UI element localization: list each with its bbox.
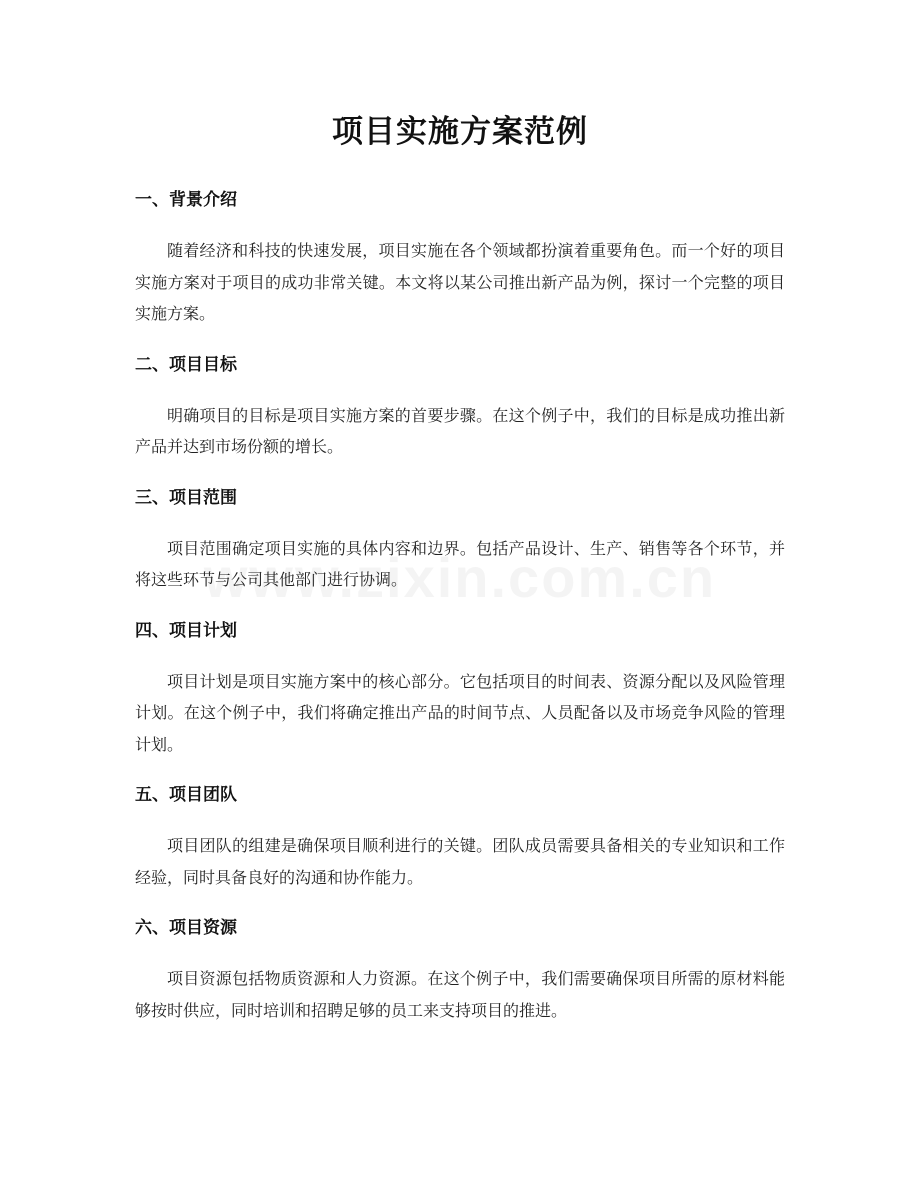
section-scope (135, 480, 785, 596)
section-paragraph: 项目资源包括物质资源和人力资源。在这个例子中，我们需要确保项目所需的原材料能够按时供应，同时培训和招聘足够的员工来支持项目的推进。 (135, 969, 785, 1020)
section-background (135, 182, 785, 330)
section-paragraph: 项目团队的组建是确保项目顺利进行的关键。团队成员需要具备相关的专业知识和工作经验，同时具备良好的沟通和协作能力。 (135, 836, 785, 887)
document-body (135, 182, 785, 1043)
section-heading: 六、项目资源 (135, 918, 237, 938)
section-paragraph: 随着经济和科技的快速发展，项目实施在各个领域都扮演着重要角色。而一个好的项目实施方案对于项目的成功非常关键。本文将以某公司推出新产品为例，探讨一个完整的项目实施方案。 (135, 241, 785, 323)
section-heading: 四、项目计划 (135, 620, 237, 641)
section-heading: 二、项目目标 (135, 354, 237, 375)
section-heading: 一、背景介绍 (135, 190, 237, 210)
section-paragraph: 项目范围确定项目实施的具体内容和边界。包括产品设计、生产、销售等各个环节，并将这些环节与公司其他部门进行协调。 (135, 538, 785, 589)
section-team (135, 777, 785, 893)
section-heading: 三、项目范围 (135, 487, 237, 508)
section-heading: 五、项目团队 (135, 785, 237, 805)
section-goal (135, 347, 785, 463)
section-paragraph: 明确项目的目标是项目实施方案的首要步骤。在这个例子中，我们的目标是成功推出新产品并达到市场份额的增长。 (135, 405, 785, 456)
section-paragraph: 项目计划是项目实施方案中的核心部分。它包括项目的时间表、资源分配以及风险管理计划。在这个例子中，我们将确定推出产品的时间节点、人员配备以及市场竞争风险的管理计划。 (135, 671, 785, 754)
section-plan (135, 613, 785, 761)
section-resources (135, 910, 785, 1026)
document-title: 项目实施方案范例 (332, 114, 588, 150)
